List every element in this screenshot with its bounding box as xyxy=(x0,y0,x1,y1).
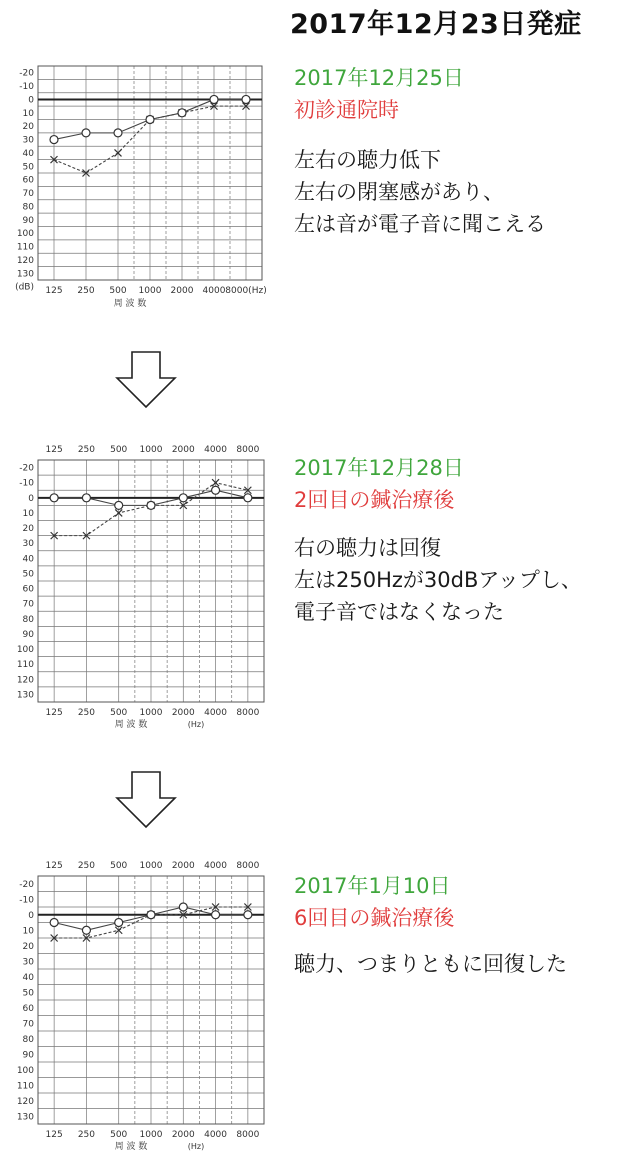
freq-tick-label: 125 xyxy=(45,1130,63,1140)
freq-tick-label: 8000 xyxy=(236,861,260,871)
db-tick-label: 80 xyxy=(22,1034,34,1045)
db-tick-label: -20 xyxy=(19,463,34,474)
db-tick-label: 20 xyxy=(22,524,34,535)
right-ear-marker xyxy=(210,95,218,103)
right-ear-marker xyxy=(82,926,90,934)
db-tick-label: 10 xyxy=(22,508,34,519)
right-ear-marker xyxy=(115,501,123,509)
db-tick-label: 50 xyxy=(22,569,34,580)
db-tick-label: 70 xyxy=(22,1019,34,1030)
freq-tick-label: 4000 xyxy=(204,708,228,718)
freq-tick-label: 1000 xyxy=(139,708,163,718)
freq-tick-label: 250 xyxy=(77,861,96,871)
audiogram-3 xyxy=(0,858,285,1160)
db-tick-label: 60 xyxy=(22,1003,34,1014)
axis-caption: 周 波 数 xyxy=(113,299,147,309)
db-tick-label: 0 xyxy=(28,910,34,921)
db-tick-label: -20 xyxy=(19,879,34,890)
right-ear-marker xyxy=(82,129,90,137)
right-ear-marker xyxy=(179,903,187,911)
desc-line: 左右の閉塞感があり、 xyxy=(294,180,504,204)
unit-caption: (Hz) xyxy=(187,720,205,729)
db-tick-label: 110 xyxy=(16,660,34,671)
page-title: 2017年12月23日発症 xyxy=(290,9,582,40)
freq-tick-label: 8000(Hz) xyxy=(225,286,267,296)
db-tick-label: -10 xyxy=(19,895,34,906)
db-tick-label: 20 xyxy=(22,122,34,133)
entry-event: 6回目の鍼治療後 xyxy=(294,906,455,930)
db-tick-label: 80 xyxy=(22,614,34,625)
freq-tick-label: 500 xyxy=(110,1130,128,1140)
freq-tick-label: 4000 xyxy=(204,861,228,871)
freq-tick-label: 250 xyxy=(77,286,95,296)
right-ear-marker xyxy=(212,486,220,494)
desc-line: 電子音ではなくなった xyxy=(294,600,504,624)
desc-line: 左は音が電子音に聞こえる xyxy=(294,212,546,236)
db-tick-label: 130 xyxy=(16,1112,34,1123)
freq-tick-label: 2000 xyxy=(171,861,195,871)
right-ear-marker xyxy=(82,494,90,502)
db-tick-label: 0 xyxy=(28,95,34,106)
freq-tick-label: 8000 xyxy=(236,708,260,718)
desc-line: 右の聴力は回復 xyxy=(294,536,441,560)
right-ear-marker xyxy=(50,494,58,502)
entry-description xyxy=(294,532,582,628)
db-tick-label: 100 xyxy=(16,1065,34,1076)
freq-tick-label: 4000 xyxy=(204,1130,228,1140)
db-tick-label: 80 xyxy=(22,202,34,213)
audiogram-1 xyxy=(0,58,285,320)
freq-tick-label: 250 xyxy=(77,708,96,718)
freq-tick-label: 2000 xyxy=(171,445,195,455)
db-tick-label: 60 xyxy=(22,175,34,186)
db-tick-label: 100 xyxy=(16,229,34,240)
db-tick-label: 20 xyxy=(22,941,34,952)
freq-tick-label: 500 xyxy=(110,445,128,455)
down-arrow-icon xyxy=(114,770,178,830)
right-ear-marker xyxy=(114,129,122,137)
freq-tick-label: 125 xyxy=(45,286,63,296)
db-tick-label: 90 xyxy=(22,1050,34,1061)
entry-description xyxy=(294,144,546,240)
db-tick-label: 130 xyxy=(16,269,34,280)
entry-date: 2017年12月25日 xyxy=(294,66,464,90)
right-ear-marker xyxy=(242,95,250,103)
right-ear-marker xyxy=(50,919,58,927)
audiogram-2 xyxy=(0,440,285,740)
freq-tick-label: 8000 xyxy=(236,1130,260,1140)
entry-event: 2回目の鍼治療後 xyxy=(294,488,455,512)
right-ear-marker xyxy=(115,919,123,927)
db-tick-label: 90 xyxy=(22,215,34,226)
desc-line: 左右の聴力低下 xyxy=(294,148,441,172)
entry-date: 2017年1月10日 xyxy=(294,874,451,898)
right-ear-marker xyxy=(147,911,155,919)
freq-tick-label: 500 xyxy=(110,708,128,718)
db-tick-label: 40 xyxy=(22,148,34,159)
db-tick-label: 100 xyxy=(16,645,34,656)
db-tick-label: -10 xyxy=(19,478,34,489)
freq-tick-label: 500 xyxy=(110,861,128,871)
freq-tick-label: 4000 xyxy=(204,445,228,455)
db-tick-label: 60 xyxy=(22,584,34,595)
db-tick-label: 90 xyxy=(22,629,34,640)
db-tick-label: 0 xyxy=(28,493,34,504)
freq-tick-label: 2000 xyxy=(170,286,194,296)
right-ear-marker xyxy=(146,116,154,124)
down-arrow-icon xyxy=(114,350,178,410)
db-tick-label: 10 xyxy=(22,926,34,937)
db-tick-label: 110 xyxy=(16,242,34,253)
unit-caption: (Hz) xyxy=(187,1142,205,1151)
freq-tick-label: 125 xyxy=(45,445,63,455)
desc-line: 左は250Hzが30dBアップし、 xyxy=(294,568,582,592)
desc-line: 聴力、つまりともに回復した xyxy=(294,952,567,976)
right-ear-marker xyxy=(147,501,155,509)
db-tick-label: (dB) xyxy=(15,282,34,293)
db-tick-label: 110 xyxy=(16,1081,34,1092)
db-tick-label: 70 xyxy=(22,189,34,200)
db-tick-label: 120 xyxy=(16,255,34,266)
db-tick-label: 30 xyxy=(22,539,34,550)
freq-tick-label: 1000 xyxy=(139,445,163,455)
entry-event: 初診通院時 xyxy=(294,98,399,122)
db-tick-label: 120 xyxy=(16,1096,34,1107)
freq-tick-label: 4000 xyxy=(202,286,226,296)
freq-tick-label: 250 xyxy=(77,1130,96,1140)
freq-tick-label: 125 xyxy=(45,708,63,718)
db-tick-label: 30 xyxy=(22,135,34,146)
right-ear-marker xyxy=(179,494,187,502)
freq-tick-label: 1000 xyxy=(138,286,162,296)
db-tick-label: 40 xyxy=(22,972,34,983)
axis-caption: 周 波 数 xyxy=(114,1142,148,1152)
entry-description xyxy=(294,948,567,980)
freq-tick-label: 500 xyxy=(109,286,127,296)
right-ear-marker xyxy=(50,136,58,144)
freq-tick-label: 2000 xyxy=(171,708,195,718)
right-ear-marker xyxy=(212,911,220,919)
freq-tick-label: 125 xyxy=(45,861,63,871)
freq-tick-label: 1000 xyxy=(139,1130,163,1140)
db-tick-label: 40 xyxy=(22,554,34,565)
db-tick-label: 120 xyxy=(16,675,34,686)
db-tick-label: 30 xyxy=(22,957,34,968)
freq-tick-label: 250 xyxy=(77,445,96,455)
freq-tick-label: 1000 xyxy=(139,861,163,871)
db-tick-label: 50 xyxy=(22,162,34,173)
db-tick-label: 130 xyxy=(16,690,34,701)
db-tick-label: -20 xyxy=(19,68,34,79)
axis-caption: 周 波 数 xyxy=(114,720,148,730)
db-tick-label: -10 xyxy=(19,82,34,93)
entry-date: 2017年12月28日 xyxy=(294,456,464,480)
db-tick-label: 50 xyxy=(22,988,34,999)
freq-tick-label: 2000 xyxy=(171,1130,195,1140)
freq-tick-label: 8000 xyxy=(236,445,260,455)
db-tick-label: 10 xyxy=(22,108,34,119)
right-ear-marker xyxy=(178,109,186,117)
db-tick-label: 70 xyxy=(22,599,34,610)
right-ear-marker xyxy=(244,494,252,502)
right-ear-marker xyxy=(244,911,252,919)
